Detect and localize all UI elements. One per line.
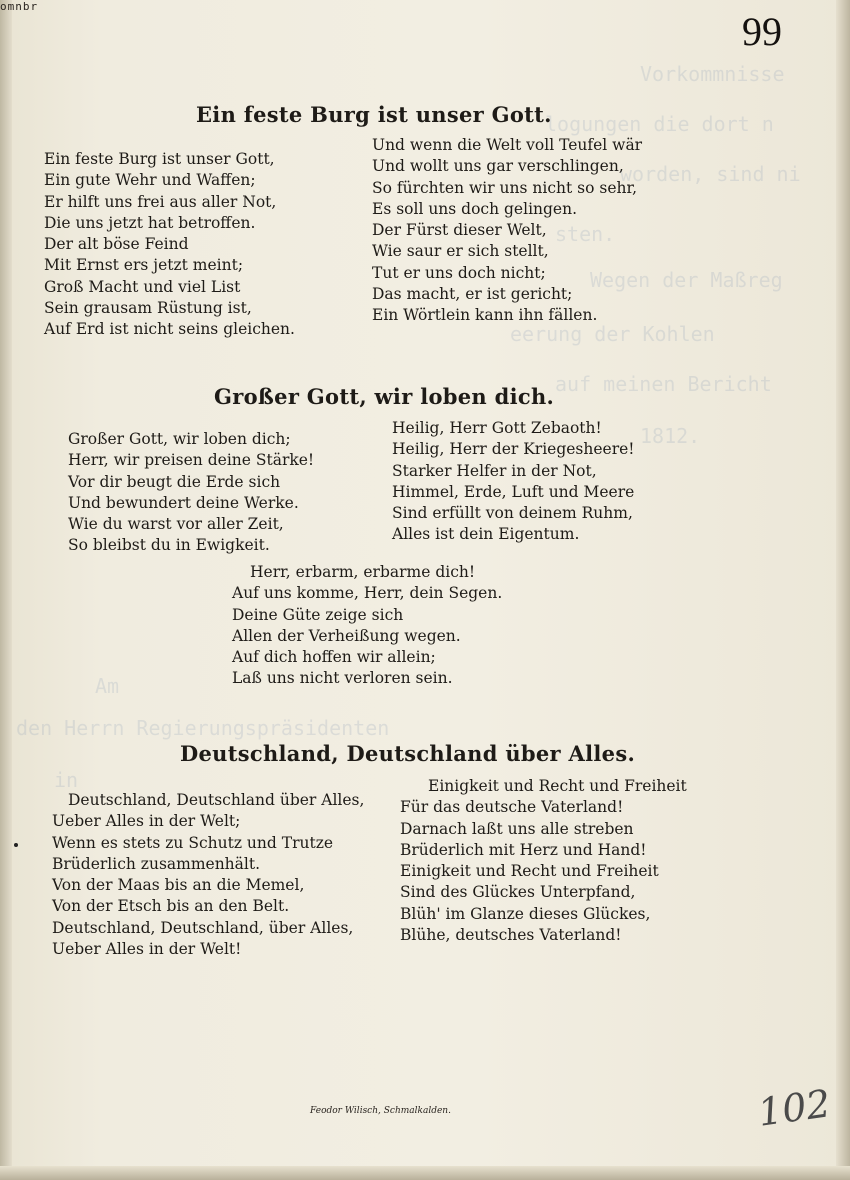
verse-line: Heilig, Herr Gott Zebaoth! — [392, 419, 602, 437]
show-through-text: eerung der Kohlen — [510, 322, 715, 346]
verse-left — [52, 790, 364, 960]
verse-line: Die uns jetzt hat betroffen. — [44, 213, 256, 232]
verse-line: Ein feste Burg ist unser Gott, — [44, 150, 275, 168]
ink-dot — [14, 843, 18, 847]
verse-line: Großer Gott, wir loben dich; — [68, 430, 291, 448]
verse-right — [400, 776, 687, 946]
verse-line: Sind erfüllt von deinem Ruhm, — [392, 504, 633, 523]
show-through-text: worden, sind ni — [620, 162, 801, 186]
handwritten-folio-number: 102 — [755, 1081, 834, 1135]
verse-line: Darnach laßt uns alle streben — [400, 819, 634, 838]
song-title: Großer Gott, wir loben dich. — [214, 384, 555, 409]
show-through-text: auf meinen Bericht — [555, 372, 772, 396]
printer-imprint: Feodor Wilisch, Schmalkalden. — [310, 1106, 451, 1116]
verse-line: Sind des Glückes Unterpfand, — [400, 883, 636, 902]
verse-line: Starker Helfer in der Not, — [392, 461, 597, 480]
verse-center — [232, 562, 502, 690]
verse-line: Sein grausam Rüstung ist, — [44, 299, 252, 318]
verse-line: Deutschland, Deutschland über Alles, — [68, 791, 365, 809]
verse-line: Einigkeit und Recht und Freiheit — [428, 777, 687, 795]
verse-line: Ein gute Wehr und Waffen; — [44, 171, 256, 190]
verse-line: Brüderlich mit Herz und Hand! — [400, 840, 647, 859]
verse-line: Mit Ernst ers jetzt meint; — [44, 256, 244, 275]
verse-line: Deutschland, Deutschland, über Alles, — [52, 918, 354, 937]
verse-line: Blühe, deutsches Vaterland! — [400, 926, 622, 945]
bottom-page-edge — [0, 1166, 850, 1180]
verse-line: Es soll uns doch gelingen. — [372, 199, 578, 218]
verse-line: Ueber Alles in der Welt; — [52, 812, 241, 831]
verse-line: Groß Macht und viel List — [44, 277, 241, 296]
song-title: Deutschland, Deutschland über Alles. — [180, 741, 636, 766]
verse-line: Das macht, er ist gericht; — [372, 285, 573, 304]
verse-line: Ein Wörtlein kann ihn fällen. — [372, 306, 598, 325]
verse-line: Vor dir beugt die Erde sich — [68, 472, 281, 491]
verse-line: Und wenn die Welt voll Teufel wär — [372, 136, 643, 154]
show-through-text: den Herrn Regierungspräsidenten — [16, 716, 390, 740]
verse-line: Wenn es stets zu Schutz und Trutze — [52, 833, 334, 852]
verse-line: Herr, erbarm, erbarme dich! — [250, 563, 476, 581]
verse-line: Von der Maas bis an die Memel, — [52, 876, 305, 895]
verse-line: Ueber Alles in der Welt! — [52, 940, 242, 959]
top-edge-fragment: omnbr — [0, 0, 39, 13]
verse-line: Laß uns nicht verloren sein. — [232, 669, 453, 688]
show-through-text: Wegen der Maßreg — [590, 268, 783, 292]
verse-line: Und wollt uns gar verschlingen, — [372, 157, 624, 176]
verse-line: Einigkeit und Recht und Freiheit — [400, 862, 659, 881]
song-title: Ein feste Burg ist unser Gott. — [196, 102, 552, 127]
verse-line: Alles ist dein Eigentum. — [392, 525, 580, 544]
left-page-edge — [0, 0, 12, 1180]
verse-left — [68, 429, 314, 557]
show-through-text: Am — [95, 674, 120, 698]
verse-line: Deine Güte zeige sich — [232, 605, 404, 624]
verse-line: Wie du warst vor aller Zeit, — [68, 515, 284, 534]
verse-line: Von der Etsch bis an den Belt. — [52, 897, 290, 916]
verse-line: Wie saur er sich stellt, — [372, 242, 549, 261]
show-through-text: logungen die dort n — [545, 112, 774, 136]
show-through-text: 1812. — [640, 424, 701, 448]
verse-line: Für das deutsche Vaterland! — [400, 798, 624, 817]
verse-line: Auf dich hoffen wir allein; — [232, 648, 436, 667]
verse-line: Blüh' im Glanze dieses Glückes, — [400, 904, 651, 923]
verse-left — [44, 149, 295, 341]
verse-line: Heilig, Herr der Kriegesheere! — [392, 440, 635, 459]
verse-line: Auf Erd ist nicht seins gleichen. — [44, 320, 295, 339]
verse-line: Himmel, Erde, Luft und Meere — [392, 482, 635, 501]
verse-line: So fürchten wir uns nicht so sehr, — [372, 178, 638, 197]
show-through-text: Vorkommnisse — [640, 62, 785, 86]
show-through-text: sten. — [555, 222, 616, 246]
verse-line: Er hilft uns frei aus aller Not, — [44, 192, 277, 211]
verse-line: So bleibst du in Ewigkeit. — [68, 536, 270, 555]
right-page-edge — [836, 0, 850, 1180]
verse-line: Der alt böse Feind — [44, 235, 189, 254]
verse-line: Tut er uns doch nicht; — [372, 263, 546, 282]
verse-line: Auf uns komme, Herr, dein Segen. — [232, 584, 503, 603]
verse-line: Und bewundert deine Werke. — [68, 493, 299, 512]
page-number: 99 — [742, 9, 782, 54]
verse-line: Brüderlich zusammenhält. — [52, 854, 261, 873]
verse-line: Herr, wir preisen deine Stärke! — [68, 451, 315, 470]
verse-right — [372, 135, 642, 327]
show-through-text: in — [54, 768, 79, 792]
verse-line: Der Fürst dieser Welt, — [372, 221, 547, 240]
verse-line: Allen der Verheißung wegen. — [232, 626, 461, 645]
verse-right — [392, 418, 635, 546]
